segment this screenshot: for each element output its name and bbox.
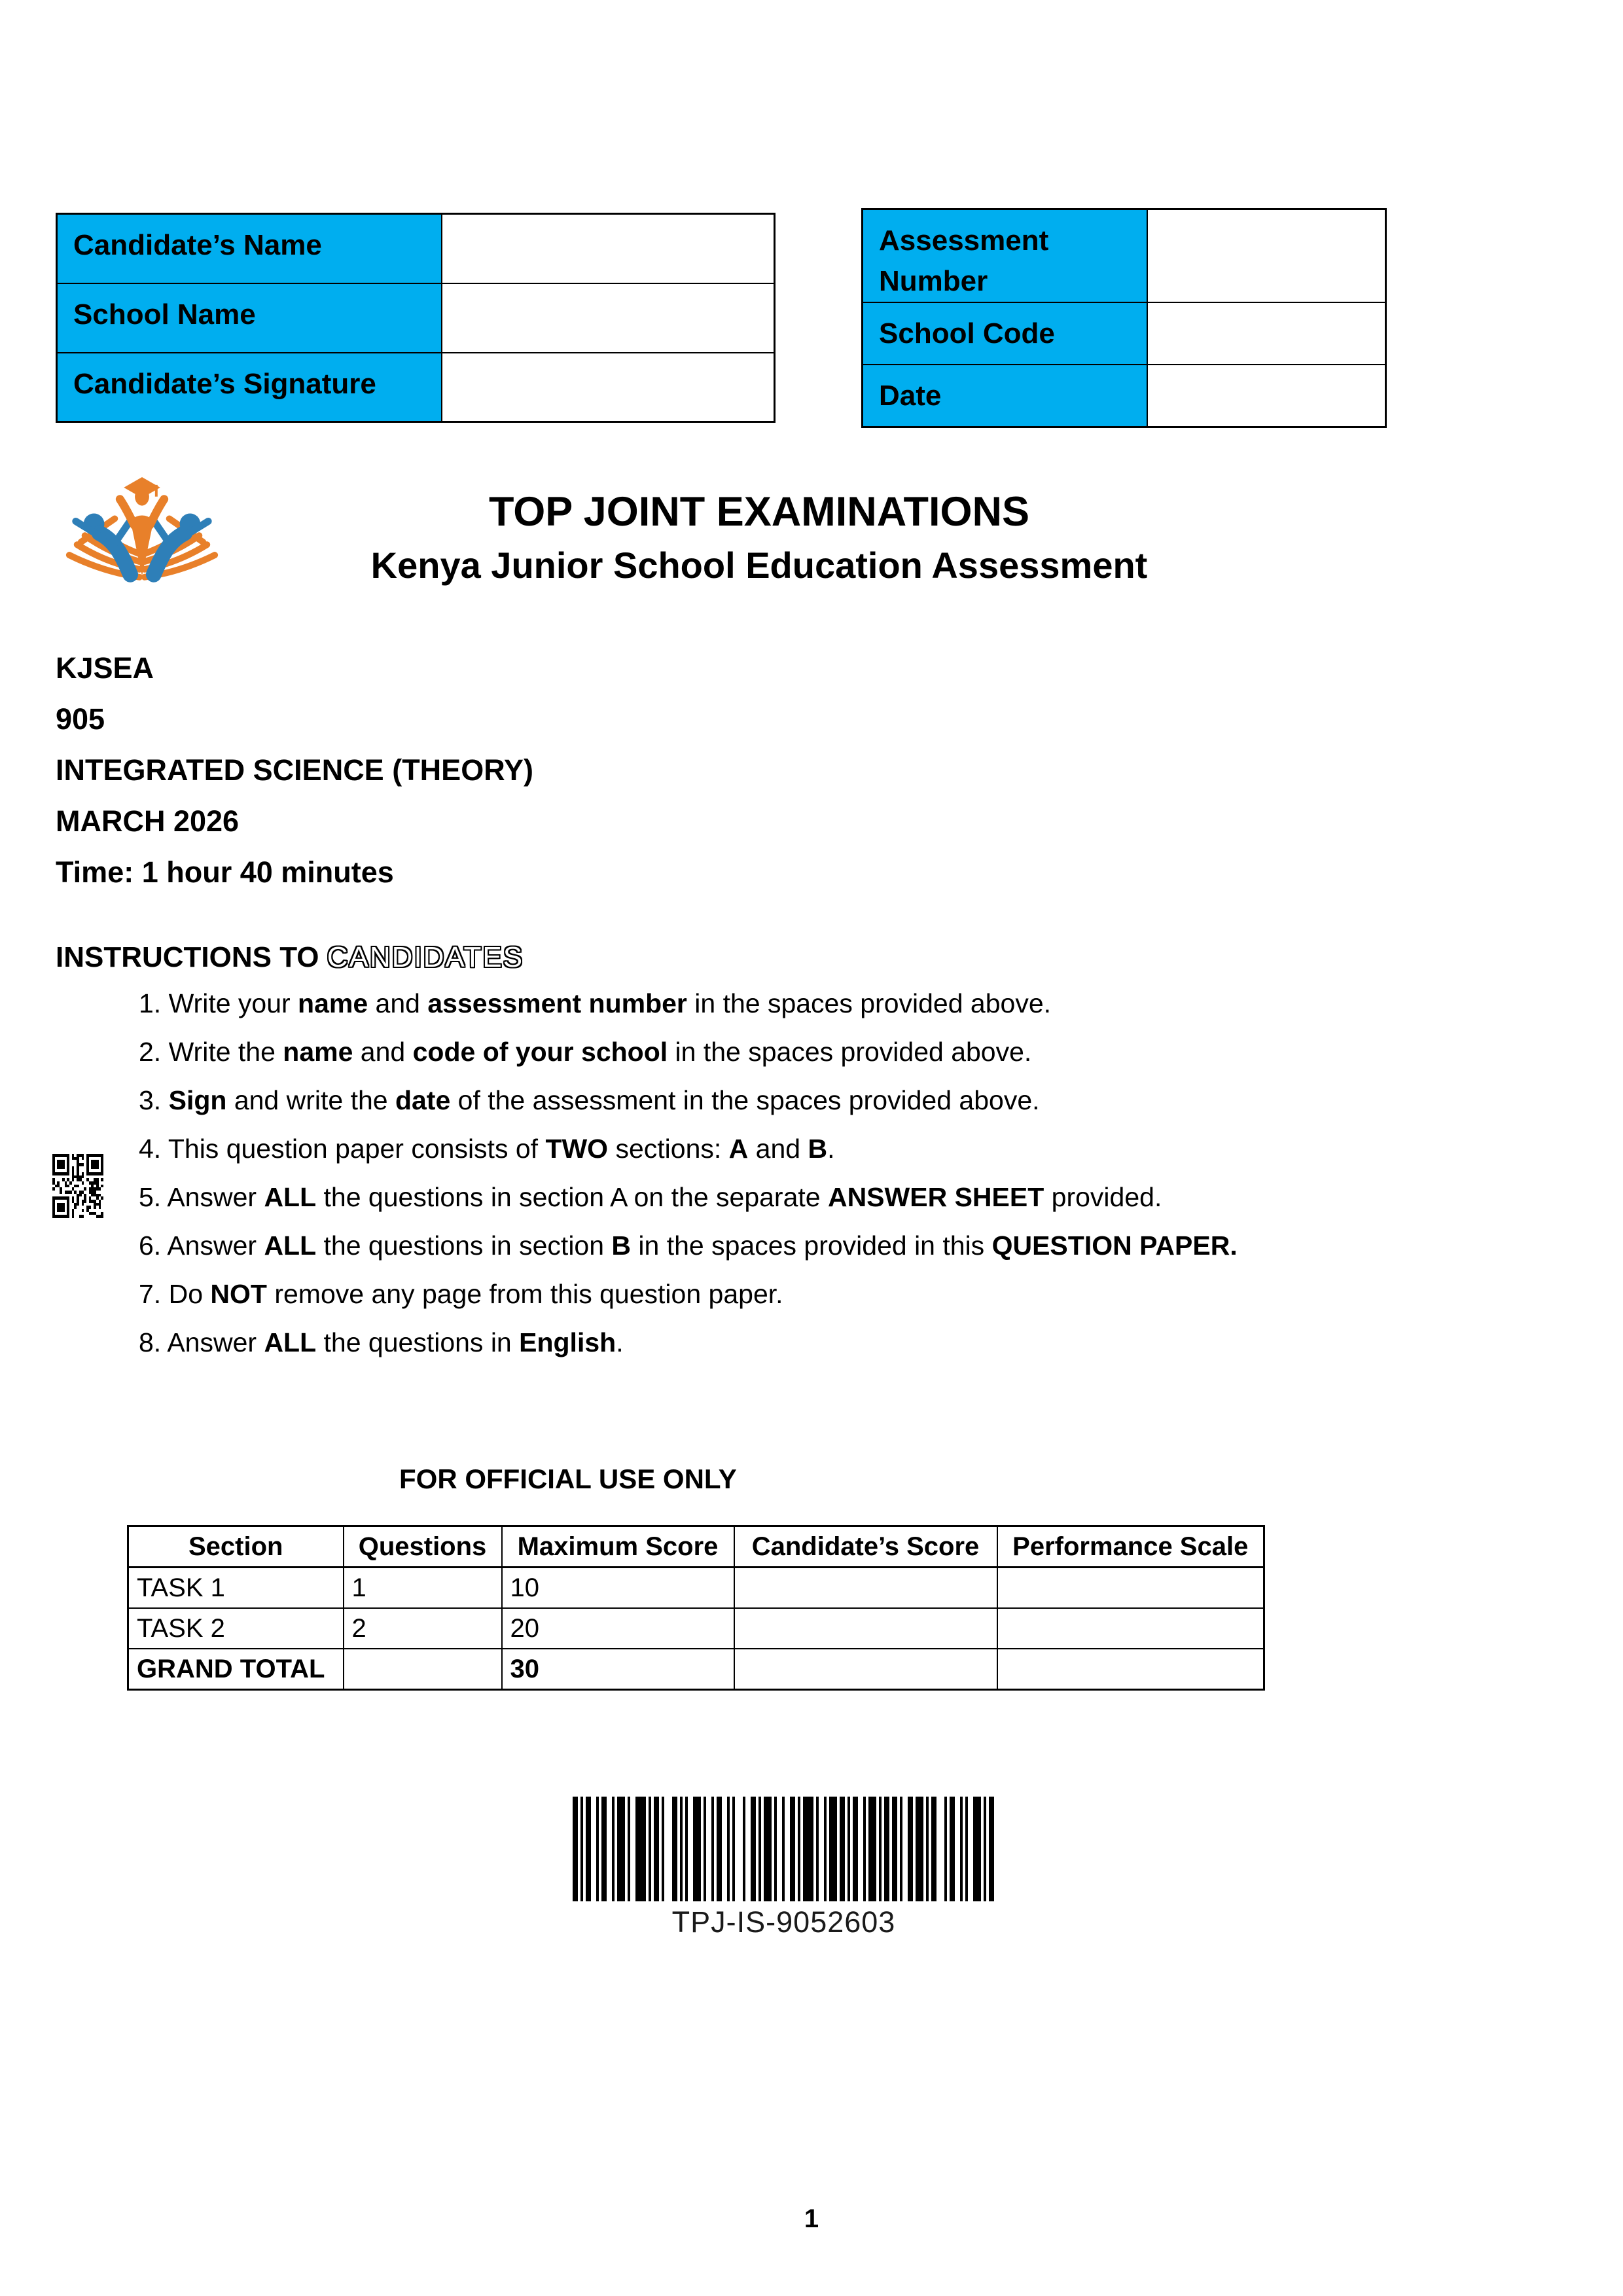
table-row (57, 214, 775, 283)
barcode (573, 1797, 995, 1939)
official-table-cell: 10 (502, 1568, 734, 1609)
official-table-cell: TASK 1 (128, 1568, 344, 1609)
assessment-number-label: Assessment Number (863, 209, 1148, 303)
instruction-item: 3. Sign and write the date of the assessment in the spaces provided above. (139, 1085, 1040, 1115)
title-block (131, 488, 1387, 587)
barcode-bar (803, 1797, 813, 1901)
barcode-space (777, 1797, 782, 1901)
barcode-bar (973, 1797, 981, 1901)
barcode-space (688, 1797, 693, 1901)
school-name-label: School Name (57, 283, 442, 353)
barcode-bar (892, 1797, 897, 1901)
barcode-space (858, 1797, 863, 1901)
official-table-cell: 20 (502, 1608, 734, 1649)
instructions-heading-bold: INSTRUCTIONS TO (56, 941, 327, 973)
barcode-space (722, 1797, 727, 1901)
instruction-number: 8. (139, 1327, 168, 1357)
barcode-bar (840, 1797, 845, 1901)
instructions-heading-light: CANDIDATES (327, 941, 524, 973)
instruction-number: 3. (139, 1085, 169, 1115)
candidate-info-table (56, 213, 776, 423)
barcode-bar (617, 1797, 625, 1901)
barcode-bar (635, 1797, 646, 1901)
instruction-item: 6. Answer ALL the questions in section B in the spaces provided in this QUESTION PAPER. (139, 1230, 1238, 1261)
barcode-bar (950, 1797, 955, 1901)
barcode-bar (908, 1797, 913, 1901)
exam-time: Time: 1 hour 40 minutes (56, 855, 394, 889)
candidate-signature-label: Candidate’s Signature (57, 353, 442, 422)
official-table-cell: 1 (344, 1568, 502, 1609)
col-header-maximum-score: Maximum Score (502, 1526, 734, 1568)
instruction-item: 4. This question paper consists of TWO sections: A and B. (139, 1134, 835, 1164)
official-table-cell: GRAND TOTAL (128, 1649, 344, 1690)
barcode-space (955, 1797, 960, 1901)
official-table-cell (734, 1649, 997, 1690)
candidate-name-label: Candidate’s Name (57, 214, 442, 283)
instruction-number: 4. (139, 1134, 168, 1164)
barcode-bar (654, 1797, 659, 1901)
instruction-item: 2. Write the name and code of your school in the spaces provided above. (139, 1037, 1032, 1067)
barcode-space (785, 1797, 790, 1901)
barcode-bar (717, 1797, 722, 1901)
instructions-heading (56, 941, 524, 974)
col-header-section: Section (128, 1526, 344, 1568)
table-row (863, 365, 1386, 427)
official-use-title: FOR OFFICIAL USE ONLY (399, 1463, 737, 1494)
official-table-cell (997, 1649, 1264, 1690)
barcode-bar (764, 1797, 772, 1901)
official-use-table (127, 1525, 1265, 1691)
candidate-signature-input-cell[interactable] (442, 353, 775, 422)
barcode-bar (829, 1797, 837, 1901)
col-header-candidates-score: Candidate’s Score (734, 1526, 997, 1568)
official-table-cell (997, 1568, 1264, 1609)
assessment-number-input-cell[interactable] (1147, 209, 1386, 303)
date-input-cell[interactable] (1147, 365, 1386, 427)
barcode-space (630, 1797, 635, 1901)
exam-board: KJSEA (56, 651, 154, 685)
official-table-cell (734, 1608, 997, 1649)
table-row (57, 283, 775, 353)
barcode-bar (853, 1797, 858, 1901)
school-code-label: School Code (863, 302, 1148, 365)
barcode-bar (989, 1797, 994, 1901)
instruction-number: 2. (139, 1037, 169, 1067)
barcode-space (591, 1797, 596, 1901)
barcode-space (664, 1797, 672, 1901)
barcode-space (607, 1797, 612, 1901)
exam-paper-code: 905 (56, 702, 105, 736)
instruction-item: 1. Write your name and assessment number in the spaces provided above. (139, 988, 1052, 1018)
barcode-bar (573, 1797, 578, 1901)
official-table-header-row (128, 1526, 1264, 1568)
barcode-space (936, 1797, 944, 1901)
barcode-space (745, 1797, 751, 1901)
instruction-number: 1. (139, 988, 169, 1018)
col-header-questions: Questions (344, 1526, 502, 1568)
barcode-space (706, 1797, 711, 1901)
official-table-cell: 2 (344, 1608, 502, 1649)
official-table-row (128, 1568, 1264, 1609)
date-label: Date (863, 365, 1148, 427)
instruction-number: 6. (139, 1230, 168, 1261)
barcode-space (819, 1797, 824, 1901)
instruction-item: 7. Do NOT remove any page from this question paper. (139, 1279, 783, 1309)
official-table-cell: TASK 2 (128, 1608, 344, 1649)
barcode-bar (916, 1797, 923, 1901)
table-row (863, 302, 1386, 365)
barcode-space (968, 1797, 973, 1901)
school-code-input-cell[interactable] (1147, 302, 1386, 365)
col-header-performance-scale: Performance Scale (997, 1526, 1264, 1568)
table-row (863, 209, 1386, 303)
page-number: 1 (804, 2204, 819, 2233)
official-table-cell (344, 1649, 502, 1690)
exam-subject: INTEGRATED SCIENCE (THEORY) (56, 753, 534, 787)
official-table-cell: 30 (502, 1649, 734, 1690)
barcode-bar (672, 1797, 677, 1901)
barcode-bar (751, 1797, 756, 1901)
barcode-bar (601, 1797, 607, 1901)
instruction-item: 8. Answer ALL the questions in English. (139, 1327, 624, 1357)
official-table-body (128, 1568, 1264, 1690)
assessment-info-table (861, 208, 1387, 428)
barcode-space (902, 1797, 908, 1901)
qr-code (52, 1154, 103, 1218)
barcode-bar (868, 1797, 876, 1901)
official-table-row (128, 1649, 1264, 1690)
exam-session: MARCH 2026 (56, 804, 240, 838)
barcode-bar (884, 1797, 889, 1901)
instructions-list (139, 979, 1238, 1367)
official-table-row (128, 1608, 1264, 1649)
official-table-cell (734, 1568, 997, 1609)
page-subtitle: Kenya Junior School Education Assessment (370, 545, 1148, 586)
barcode-space (735, 1797, 743, 1901)
exam-meta-block (56, 643, 533, 898)
school-name-input-cell[interactable] (442, 283, 775, 353)
official-table-cell (997, 1608, 1264, 1649)
candidate-name-input-cell[interactable] (442, 214, 775, 283)
barcode-bar (790, 1797, 795, 1901)
barcode-bar (931, 1797, 936, 1901)
table-row (57, 353, 775, 422)
barcode-bars (573, 1797, 995, 1901)
page-title: TOP JOINT EXAMINATIONS (488, 489, 1030, 535)
instruction-number: 5. (139, 1182, 168, 1212)
instruction-item: 5. Answer ALL the questions in section A on the separate ANSWER SHEET provided. (139, 1182, 1162, 1212)
barcode-bar (586, 1797, 591, 1901)
barcode-bar (693, 1797, 701, 1901)
barcode-label: TPJ-IS-9052603 (671, 1905, 896, 1939)
instruction-number: 7. (139, 1279, 169, 1309)
